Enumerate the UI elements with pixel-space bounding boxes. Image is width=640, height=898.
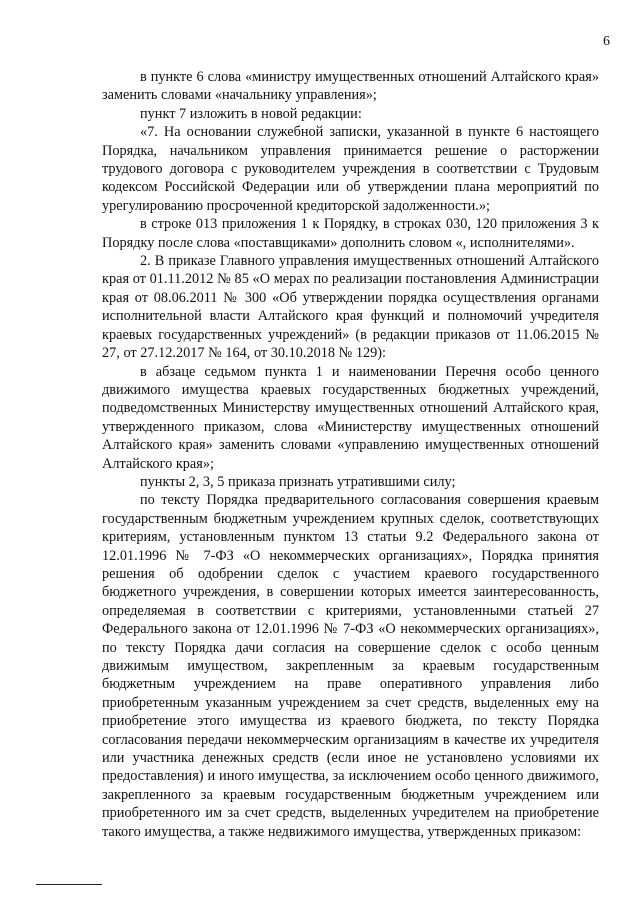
footer-divider [36, 884, 102, 885]
paragraph-item-7-intro: пункт 7 изложить в новой редакции: [140, 105, 362, 122]
paragraph-procedures-text: по тексту Порядка предварительного согласования совершения краевым государственным бюджетным учреждением крупных сделок, соответствующих критериям, установленным пунктом 13 статьи 9.2 Федерального закона от 12.01.1996 № 7-ФЗ «О некоммерческих организациях», Порядка принятия решения об одобрении сделок с участием краевого государственного бюджетного учреждения, в совершении которых имеется заинтересованность, определяемая в соответствии с критериями, установленными статьей 27 Федерального закона от 12.01.1996 № 7-ФЗ «О некоммерческих организациях», по тексту Порядка дачи согласия на совершение сделок с особо ценным движимым имуществом, закрепленным за краевым государственным бюджетным учреждением на праве оперативного управления либо приобретенным указанным учреждением за счет средств, выделенных ему на приобретение этого имущества из краевого бюджета, по тексту Порядка согласования передачи некоммерческим организациям в качестве их учредителя или участника денежных средств (если иное не установлено условиями их предоставления) и иного имущества, за исключением особо ценного движимого, закрепленного за краевым государственным бюджетным учреждением или приобретенного им за счет средств, выделенных учредителем на приобретение такого имущества, а также недвижимого имущества, утвержденных приказом: [102, 492, 599, 840]
paragraph-section-2: 2. В приказе Главного управления имущественных отношений Алтайского края от 01.11.2012 № 85 «О мерах по реализации постановления Администрации края от 08.06.2011 № 300 «Об утверждении порядка осуществления органами исполнительной власти Алтайского края функций и полномочий учредителя краевых государственных учреждений» (в редакции приказов от 11.06.2015 № 27, от 27.12.2017 № 164, от 30.10.2018 № 129): [102, 253, 599, 362]
paragraph-abzac-seventh: в абзаце седьмом пункта 1 и наименовании Перечня особо ценного движимого имущества краевых государственных бюджетных учреждений, подведомственных Министерству имущественных отношений Алтайского края, утвержденного приказом, слова «Министерству имущественных отношений Алтайского края» заменить словами «управлению имущественных отношений Алтайского края»; [102, 363, 599, 472]
paragraph-points-invalid: пункты 2, 3, 5 приказа признать утратившими силу; [140, 473, 456, 490]
page-number: 6 [603, 34, 610, 49]
paragraph-item-6-replacement: в пункте 6 слова «министру имущественных отношений Алтайского края» заменить словами «начальнику управления»; [102, 69, 599, 104]
paragraph-item-7-new-text: «7. На основании служебной записки, указанной в пункте 6 настоящего Порядка, начальником управления принимается решение о расторжении трудового договора с руководителем учреждения в соответствии с Трудовым кодексом Российской Федерации или об утверждении плана мероприятий по урегулированию просроченной кредиторской задолженности.»; [102, 124, 599, 214]
document-body [102, 68, 599, 841]
paragraph-line-013-amendment: в строке 013 приложения 1 к Порядку, в строках 030, 120 приложения 3 к Порядку после слова «поставщиками» дополнить словом «, исполнителями». [102, 216, 599, 251]
